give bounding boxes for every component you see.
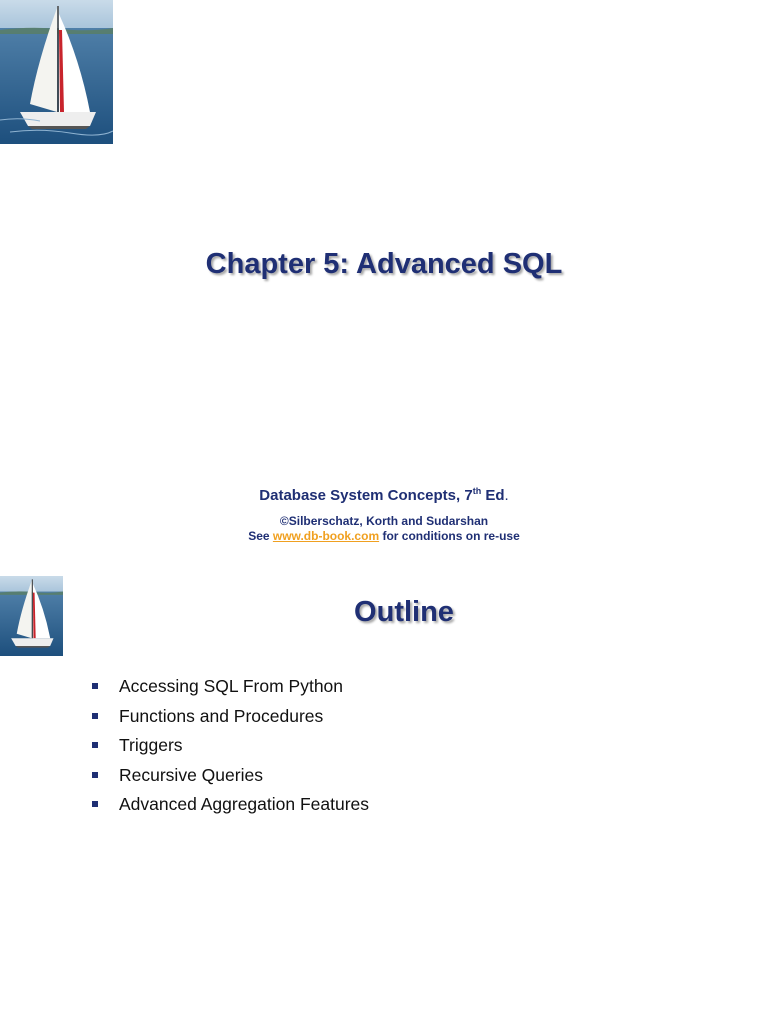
bullet-icon <box>92 713 98 719</box>
outline-item-label: Accessing SQL From Python <box>119 676 344 696</box>
bullet-icon <box>92 801 98 807</box>
outline-item <box>92 794 369 824</box>
book-title <box>0 486 768 504</box>
slide-title: Chapter 5: Advanced SQL <box>205 248 563 280</box>
outline-item <box>92 735 369 765</box>
outline-item-label: Triggers <box>119 735 183 755</box>
outline-item-label: Functions and Procedures <box>119 705 324 726</box>
outline-item <box>92 676 369 706</box>
bullet-icon <box>92 683 98 689</box>
edition-label: Ed <box>481 487 505 504</box>
book-title-period: . <box>504 487 509 504</box>
outline-slide <box>0 576 768 1024</box>
bullet-icon <box>92 772 98 778</box>
reuse-prefix: See <box>248 529 273 543</box>
outline-item <box>92 765 369 795</box>
bullet-icon <box>92 742 98 748</box>
db-book-link[interactable]: www.db-book.com <box>272 529 380 543</box>
outline-list <box>92 676 369 824</box>
outline-item <box>92 706 369 736</box>
reuse-line <box>0 529 768 543</box>
edition-superscript: th <box>472 486 482 496</box>
book-title-text: Database System Concepts, 7 <box>259 487 473 504</box>
outline-item-label: Recursive Queries <box>119 764 263 785</box>
outline-title: Outline <box>354 596 454 628</box>
reuse-suffix: for conditions on re-use <box>379 529 520 543</box>
outline-item-label: Advanced Aggregation Features <box>119 794 370 814</box>
copyright-line: ©Silberschatz, Korth and Sudarshan <box>279 514 489 528</box>
sailboat-logo <box>0 0 113 144</box>
